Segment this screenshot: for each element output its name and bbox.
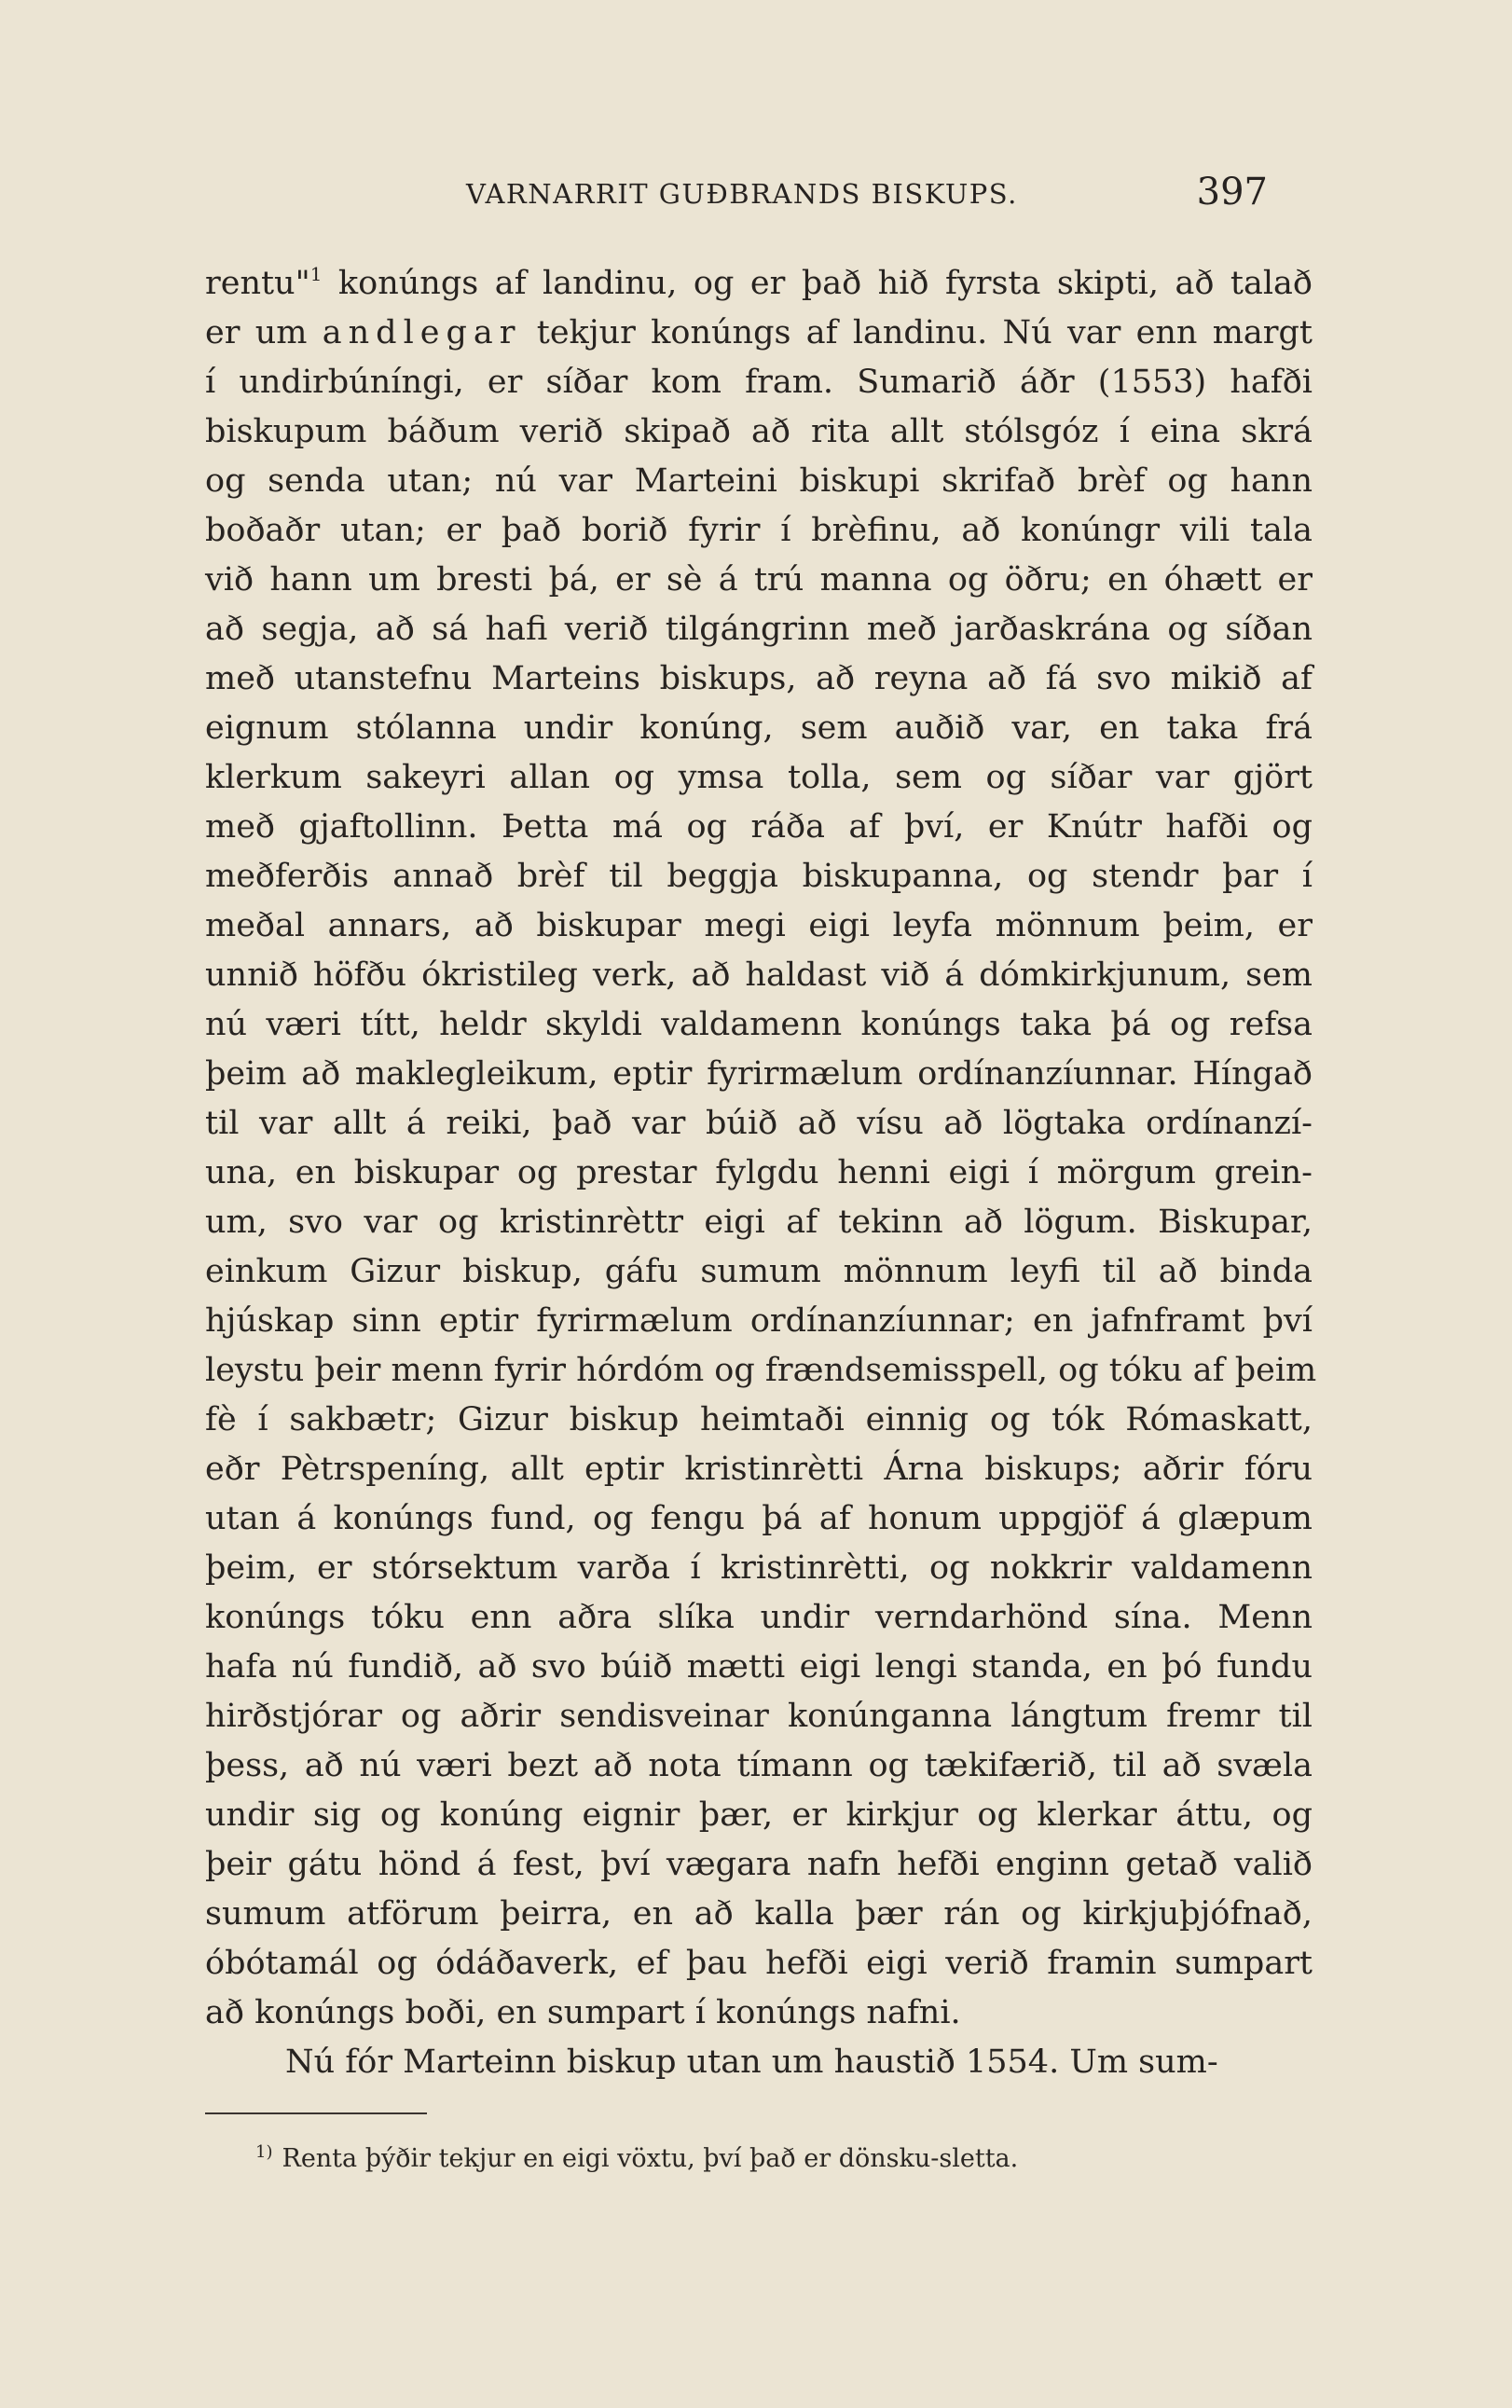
text-fragment: tekjur konúngs af landinu. Nú var enn margt [521, 314, 1313, 351]
text-line: meðferðis annað brèf til beggja biskupanna, og stendr þar í [205, 858, 1313, 895]
text-line: boðaðr utan; er það borið fyrir í brèfinu, að konúngr vili tala [205, 512, 1313, 549]
text-line: konúngs tóku enn aðra slíka undir verndarhönd sína. Menn [205, 1599, 1313, 1636]
text-line: að segja, að sá hafi verið tilgángrinn með jarðaskrána og síðan [205, 611, 1313, 648]
text-line: þess, að nú væri bezt að nota tímann og tækifærið, til að svæla [205, 1747, 1313, 1784]
text-line: leystu þeir menn fyrir hórdóm og frændsemisspell, og tóku af þeim [205, 1352, 1317, 1389]
text-line: að konúngs boði, en sumpart í konúngs nafni. [205, 1994, 961, 2031]
text-line: fè í sakbætr; Gizur biskup heimtaði einnig og tók Rómaskatt, [205, 1401, 1313, 1438]
running-head [205, 171, 1268, 217]
page-number: 397 [1196, 171, 1268, 213]
text-line: una, en biskupar og prestar fylgdu henni eigi í mörgum grein- [205, 1154, 1313, 1191]
text-line: eignum stólanna undir konúng, sem auðið var, en taka frá [205, 709, 1313, 747]
text-line [205, 259, 1313, 309]
text-line: einkum Gizur biskup, gáfu sumum mönnum leyfi til að binda [205, 1253, 1313, 1290]
footnote-text: Renta þýðir tekjur en eigi vöxtu, því það er dönsku-sletta. [282, 2144, 1019, 2173]
running-title: VARNARRIT GUÐBRANDS BISKUPS. [466, 178, 1018, 210]
text-fragment: er um [205, 314, 323, 351]
text-line: nú væri títt, heldr skyldi valdamenn konúngs taka þá og refsa [205, 1006, 1313, 1043]
footnote-reference: 1 [309, 263, 323, 285]
body-text [205, 259, 1317, 2087]
text-fragment: konúngs af landinu, og er það hið fyrsta skipti, að talað [322, 265, 1313, 302]
text-line: með utanstefnu Marteins biskups, að reyna að fá svo mikið af [205, 660, 1313, 697]
text-line: klerkum sakeyri allan og ymsa tolla, sem og síðar var gjört [205, 759, 1313, 796]
text-line: óbótamál og ódáðaverk, ef þau hefði eigi verið framin sumpart [205, 1945, 1313, 1982]
footnote-mark: 1) [255, 2142, 273, 2162]
text-line: og senda utan; nú var Marteini biskupi skrifað brèf og hann [205, 462, 1313, 500]
text-line: þeir gátu hönd á fest, því vægara nafn hefði enginn getað valið [205, 1846, 1313, 1883]
footnote-rule [205, 2112, 427, 2114]
text-line: þeim, er stórsektum varða í kristinrètti, og nokkrir valdamenn [205, 1549, 1313, 1587]
text-line: með gjaftollinn. Þetta má og ráða af því, er Knútr hafði og [205, 808, 1313, 846]
text-line: unnið höfðu ókristileg verk, að haldast við á dómkirkjunum, sem [205, 956, 1313, 994]
emphasized-word: andlegar [322, 314, 522, 351]
text-line: sumum atförum þeirra, en að kalla þær rán og kirkjuþjófnað, [205, 1895, 1313, 1933]
text-line: eðr Pètrspeníng, allt eptir kristinrètti Árna biskups; aðrir fóru [205, 1451, 1313, 1488]
text-line [205, 309, 1313, 358]
text-line: við hann um bresti þá, er sè á trú manna og öðru; en óhætt er [205, 561, 1313, 599]
text-line: hjúskap sinn eptir fyrirmælum ordínanzíunnar; en jafnframt því [205, 1302, 1313, 1340]
text-fragment: rentu" [205, 265, 310, 302]
text-line: þeim að maklegleikum, eptir fyrirmælum ordínanzíunnar. Híngað [205, 1055, 1313, 1093]
footnote [255, 2144, 1018, 2173]
text-line: um, svo var og kristinrèttr eigi af tekinn að lögum. Biskupar, [205, 1204, 1313, 1241]
text-line: hafa nú fundið, að svo búið mætti eigi lengi standa, en þó fundu [205, 1648, 1313, 1686]
text-line: til var allt á reiki, það var búið að vísu að lögtaka ordínanzí- [205, 1105, 1313, 1142]
paragraph-start-line: Nú fór Marteinn biskup utan um haustið 1554. Um sum- [285, 2043, 1218, 2081]
text-line: biskupum báðum verið skipað að rita allt stólsgóz í eina skrá [205, 413, 1313, 450]
text-line: utan á konúngs fund, og fengu þá af honum uppgjöf á glæpum [205, 1500, 1313, 1537]
text-line: meðal annars, að biskupar megi eigi leyfa mönnum þeim, er [205, 907, 1313, 944]
text-line: undir sig og konúng eignir þær, er kirkjur og klerkar áttu, og [205, 1796, 1313, 1834]
text-line: hirðstjórar og aðrir sendisveinar konúnganna lángtum fremr til [205, 1698, 1313, 1735]
text-line: í undirbúníngi, er síðar kom fram. Sumarið áðr (1553) hafði [205, 364, 1313, 401]
